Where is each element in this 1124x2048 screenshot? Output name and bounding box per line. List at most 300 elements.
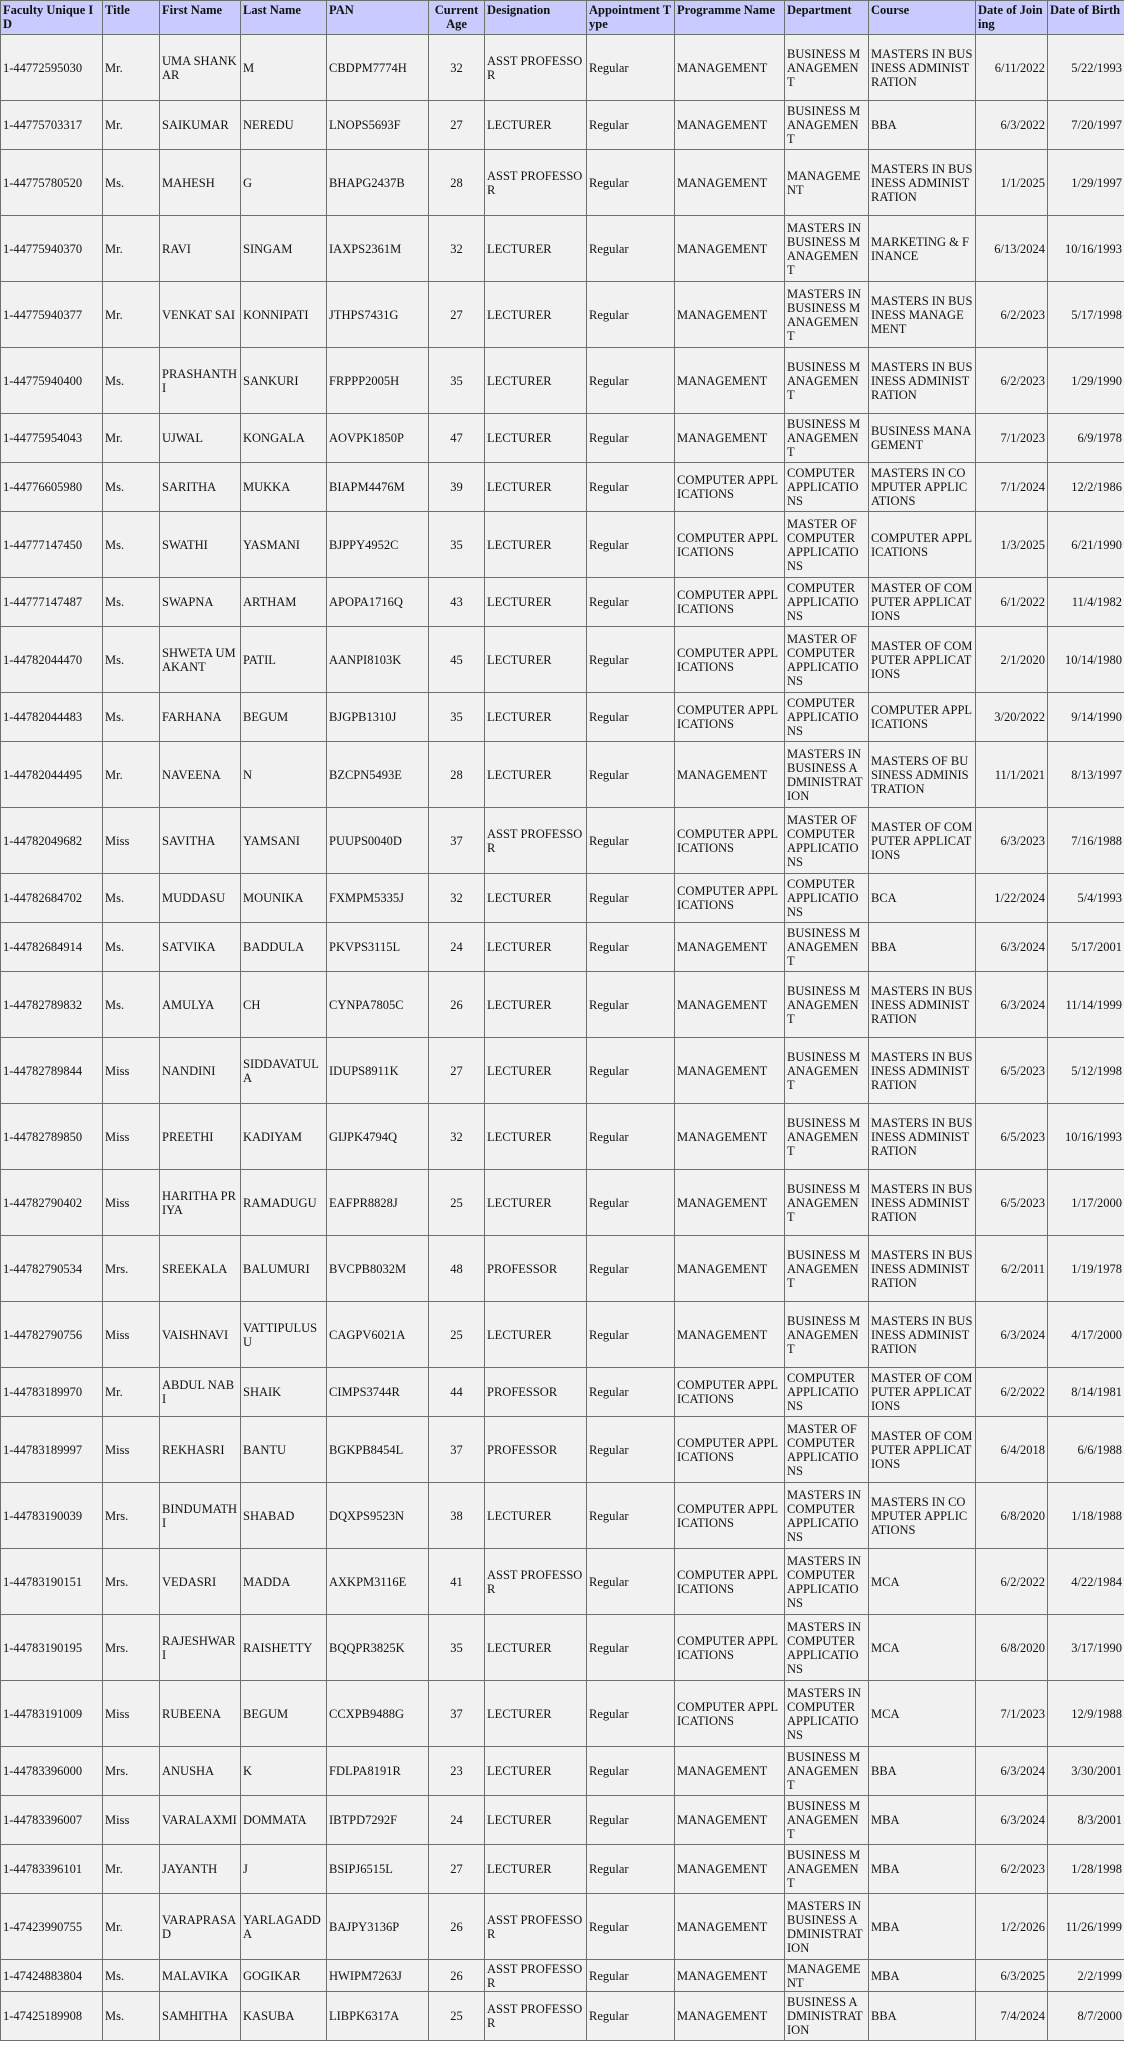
programme-name-cell[interactable]: MANAGEMENT <box>675 150 785 216</box>
faculty-id-cell[interactable]: 1-44772595030 <box>1 35 103 101</box>
course-cell[interactable]: MASTERS IN BUSINESS ADMINISTRATION <box>869 1236 976 1302</box>
department-cell[interactable]: BUSINESS MANAGEMENT <box>785 1302 869 1368</box>
table-row[interactable] <box>1 414 1124 463</box>
date-of-birth-cell[interactable]: 6/21/1990 <box>1048 512 1124 578</box>
appointment-type-cell[interactable]: Regular <box>587 1796 675 1845</box>
current-age-cell[interactable]: 32 <box>429 1104 485 1170</box>
date-of-birth-cell[interactable]: 11/4/1982 <box>1048 578 1124 627</box>
faculty-id-cell[interactable]: 1-44776605980 <box>1 463 103 512</box>
appointment-type-cell[interactable]: Regular <box>587 627 675 693</box>
col-header-course[interactable]: Course <box>869 1 976 35</box>
current-age-cell[interactable]: 24 <box>429 1796 485 1845</box>
designation-cell[interactable]: LECTURER <box>485 693 587 742</box>
appointment-type-cell[interactable]: Regular <box>587 1038 675 1104</box>
appointment-type-cell[interactable]: Regular <box>587 216 675 282</box>
title-cell[interactable]: Miss <box>103 1038 160 1104</box>
current-age-cell[interactable]: 26 <box>429 1894 485 1960</box>
table-row[interactable] <box>1 282 1124 348</box>
last-name-cell[interactable]: VATTIPULUSU <box>241 1302 327 1368</box>
faculty-id-cell[interactable]: 1-44775940370 <box>1 216 103 282</box>
designation-cell[interactable]: ASST PROFESSOR <box>485 1992 587 2041</box>
current-age-cell[interactable]: 44 <box>429 1368 485 1417</box>
date-of-birth-cell[interactable]: 4/22/1984 <box>1048 1549 1124 1615</box>
first-name-cell[interactable]: UMA SHANKAR <box>160 35 241 101</box>
pan-cell[interactable]: BAJPY3136P <box>327 1894 429 1960</box>
appointment-type-cell[interactable]: Regular <box>587 1483 675 1549</box>
course-cell[interactable]: MASTERS IN BUSINESS ADMINISTRATION <box>869 1170 976 1236</box>
appointment-type-cell[interactable]: Regular <box>587 1549 675 1615</box>
date-of-joining-cell[interactable]: 6/2/2022 <box>976 1368 1048 1417</box>
first-name-cell[interactable]: NANDINI <box>160 1038 241 1104</box>
first-name-cell[interactable]: VENKAT SAI <box>160 282 241 348</box>
appointment-type-cell[interactable]: Regular <box>587 693 675 742</box>
programme-name-cell[interactable]: MANAGEMENT <box>675 414 785 463</box>
programme-name-cell[interactable]: COMPUTER APPLICATIONS <box>675 1368 785 1417</box>
appointment-type-cell[interactable]: Regular <box>587 282 675 348</box>
date-of-birth-cell[interactable]: 6/6/1988 <box>1048 1417 1124 1483</box>
appointment-type-cell[interactable]: Regular <box>587 1170 675 1236</box>
title-cell[interactable]: Mr. <box>103 216 160 282</box>
date-of-birth-cell[interactable]: 1/18/1988 <box>1048 1483 1124 1549</box>
title-cell[interactable]: Miss <box>103 1302 160 1368</box>
title-cell[interactable]: Ms. <box>103 627 160 693</box>
course-cell[interactable]: MASTERS IN BUSINESS ADMINISTRATION <box>869 1038 976 1104</box>
last-name-cell[interactable]: BALUMURI <box>241 1236 327 1302</box>
department-cell[interactable]: BUSINESS MANAGEMENT <box>785 1038 869 1104</box>
course-cell[interactable]: MASTERS IN BUSINESS ADMINISTRATION <box>869 35 976 101</box>
last-name-cell[interactable]: ARTHAM <box>241 578 327 627</box>
pan-cell[interactable]: JTHPS7431G <box>327 282 429 348</box>
title-cell[interactable]: Mr. <box>103 1368 160 1417</box>
last-name-cell[interactable]: CH <box>241 972 327 1038</box>
programme-name-cell[interactable]: COMPUTER APPLICATIONS <box>675 1549 785 1615</box>
title-cell[interactable]: Miss <box>103 1104 160 1170</box>
pan-cell[interactable]: PKVPS3115L <box>327 923 429 972</box>
pan-cell[interactable]: HWIPM7263J <box>327 1960 429 1992</box>
faculty-id-cell[interactable]: 1-44775954043 <box>1 414 103 463</box>
designation-cell[interactable]: LECTURER <box>485 742 587 808</box>
title-cell[interactable]: Ms. <box>103 693 160 742</box>
table-row[interactable] <box>1 35 1124 101</box>
table-row[interactable] <box>1 627 1124 693</box>
course-cell[interactable]: MCA <box>869 1681 976 1747</box>
first-name-cell[interactable]: PREETHI <box>160 1104 241 1170</box>
col-header-last-name[interactable]: Last Name <box>241 1 327 35</box>
date-of-birth-cell[interactable]: 10/16/1993 <box>1048 1104 1124 1170</box>
course-cell[interactable]: MASTERS IN BUSINESS ADMINISTRATION <box>869 1302 976 1368</box>
appointment-type-cell[interactable]: Regular <box>587 923 675 972</box>
last-name-cell[interactable]: GOGIKAR <box>241 1960 327 1992</box>
pan-cell[interactable]: BQQPR3825K <box>327 1615 429 1681</box>
title-cell[interactable]: Mr. <box>103 101 160 150</box>
programme-name-cell[interactable]: MANAGEMENT <box>675 282 785 348</box>
faculty-id-cell[interactable]: 1-47425189908 <box>1 1992 103 2041</box>
date-of-birth-cell[interactable]: 12/2/1986 <box>1048 463 1124 512</box>
date-of-birth-cell[interactable]: 9/14/1990 <box>1048 693 1124 742</box>
date-of-joining-cell[interactable]: 6/8/2020 <box>976 1615 1048 1681</box>
department-cell[interactable]: BUSINESS ADMINISTRATION <box>785 1992 869 2041</box>
last-name-cell[interactable]: SANKURI <box>241 348 327 414</box>
first-name-cell[interactable]: VARAPRASAD <box>160 1894 241 1960</box>
col-header-designation[interactable]: Designation <box>485 1 587 35</box>
current-age-cell[interactable]: 45 <box>429 627 485 693</box>
col-header-title[interactable]: Title <box>103 1 160 35</box>
title-cell[interactable]: Ms. <box>103 578 160 627</box>
last-name-cell[interactable]: DOMMATA <box>241 1796 327 1845</box>
faculty-id-cell[interactable]: 1-44783189997 <box>1 1417 103 1483</box>
last-name-cell[interactable]: M <box>241 35 327 101</box>
course-cell[interactable]: COMPUTER APPLICATIONS <box>869 693 976 742</box>
last-name-cell[interactable]: BEGUM <box>241 1681 327 1747</box>
faculty-id-cell[interactable]: 1-44775780520 <box>1 150 103 216</box>
date-of-joining-cell[interactable]: 6/3/2022 <box>976 101 1048 150</box>
date-of-joining-cell[interactable]: 7/1/2023 <box>976 1681 1048 1747</box>
date-of-joining-cell[interactable]: 6/3/2024 <box>976 1302 1048 1368</box>
current-age-cell[interactable]: 35 <box>429 1615 485 1681</box>
appointment-type-cell[interactable]: Regular <box>587 512 675 578</box>
date-of-birth-cell[interactable]: 7/20/1997 <box>1048 101 1124 150</box>
title-cell[interactable]: Ms. <box>103 150 160 216</box>
department-cell[interactable]: MASTERS IN COMPUTER APPLICATIONS <box>785 1483 869 1549</box>
current-age-cell[interactable]: 24 <box>429 923 485 972</box>
designation-cell[interactable]: LECTURER <box>485 512 587 578</box>
course-cell[interactable]: MARKETING & FINANCE <box>869 216 976 282</box>
designation-cell[interactable]: PROFESSOR <box>485 1368 587 1417</box>
department-cell[interactable]: BUSINESS MANAGEMENT <box>785 1747 869 1796</box>
last-name-cell[interactable]: KONGALA <box>241 414 327 463</box>
last-name-cell[interactable]: BEGUM <box>241 693 327 742</box>
table-row[interactable] <box>1 874 1124 923</box>
last-name-cell[interactable]: G <box>241 150 327 216</box>
appointment-type-cell[interactable]: Regular <box>587 1747 675 1796</box>
date-of-birth-cell[interactable]: 3/17/1990 <box>1048 1615 1124 1681</box>
programme-name-cell[interactable]: MANAGEMENT <box>675 1845 785 1894</box>
col-header-pan[interactable]: PAN <box>327 1 429 35</box>
faculty-id-cell[interactable]: 1-44777147450 <box>1 512 103 578</box>
title-cell[interactable]: Ms. <box>103 512 160 578</box>
faculty-id-cell[interactable]: 1-44783190039 <box>1 1483 103 1549</box>
department-cell[interactable]: BUSINESS MANAGEMENT <box>785 972 869 1038</box>
current-age-cell[interactable]: 37 <box>429 1417 485 1483</box>
faculty-id-cell[interactable]: 1-47423990755 <box>1 1894 103 1960</box>
programme-name-cell[interactable]: MANAGEMENT <box>675 35 785 101</box>
last-name-cell[interactable]: J <box>241 1845 327 1894</box>
course-cell[interactable]: MBA <box>869 1845 976 1894</box>
designation-cell[interactable]: LECTURER <box>485 1796 587 1845</box>
pan-cell[interactable]: IDUPS8911K <box>327 1038 429 1104</box>
date-of-joining-cell[interactable]: 2/1/2020 <box>976 627 1048 693</box>
appointment-type-cell[interactable]: Regular <box>587 1368 675 1417</box>
date-of-birth-cell[interactable]: 2/2/1999 <box>1048 1960 1124 1992</box>
department-cell[interactable]: BUSINESS MANAGEMENT <box>785 1796 869 1845</box>
designation-cell[interactable]: LECTURER <box>485 101 587 150</box>
col-header-programme-name[interactable]: Programme Name <box>675 1 785 35</box>
first-name-cell[interactable]: SAIKUMAR <box>160 101 241 150</box>
date-of-joining-cell[interactable]: 6/4/2018 <box>976 1417 1048 1483</box>
table-row[interactable] <box>1 1368 1124 1417</box>
table-row[interactable] <box>1 1038 1124 1104</box>
department-cell[interactable]: BUSINESS MANAGEMENT <box>785 101 869 150</box>
designation-cell[interactable]: LECTURER <box>485 874 587 923</box>
pan-cell[interactable]: AANPI8103K <box>327 627 429 693</box>
pan-cell[interactable]: GIJPK4794Q <box>327 1104 429 1170</box>
appointment-type-cell[interactable]: Regular <box>587 742 675 808</box>
designation-cell[interactable]: LECTURER <box>485 1038 587 1104</box>
table-row[interactable] <box>1 1104 1124 1170</box>
programme-name-cell[interactable]: MANAGEMENT <box>675 216 785 282</box>
date-of-joining-cell[interactable]: 1/2/2026 <box>976 1894 1048 1960</box>
date-of-birth-cell[interactable]: 5/22/1993 <box>1048 35 1124 101</box>
title-cell[interactable]: Mrs. <box>103 1747 160 1796</box>
date-of-joining-cell[interactable]: 7/4/2024 <box>976 1992 1048 2041</box>
course-cell[interactable]: MCA <box>869 1549 976 1615</box>
title-cell[interactable]: Miss <box>103 1681 160 1747</box>
faculty-id-cell[interactable]: 1-44777147487 <box>1 578 103 627</box>
faculty-id-cell[interactable]: 1-44783190151 <box>1 1549 103 1615</box>
current-age-cell[interactable]: 32 <box>429 874 485 923</box>
appointment-type-cell[interactable]: Regular <box>587 35 675 101</box>
table-row[interactable] <box>1 1483 1124 1549</box>
date-of-joining-cell[interactable]: 6/3/2025 <box>976 1960 1048 1992</box>
faculty-id-cell[interactable]: 1-44782684914 <box>1 923 103 972</box>
title-cell[interactable]: Mr. <box>103 1845 160 1894</box>
designation-cell[interactable]: ASST PROFESSOR <box>485 1960 587 1992</box>
designation-cell[interactable]: LECTURER <box>485 1747 587 1796</box>
table-row[interactable] <box>1 1796 1124 1845</box>
faculty-id-cell[interactable]: 1-44783190195 <box>1 1615 103 1681</box>
date-of-birth-cell[interactable]: 8/13/1997 <box>1048 742 1124 808</box>
faculty-id-cell[interactable]: 1-44782790756 <box>1 1302 103 1368</box>
department-cell[interactable]: MASTERS IN BUSINESS MANAGEMENT <box>785 216 869 282</box>
current-age-cell[interactable]: 25 <box>429 1302 485 1368</box>
first-name-cell[interactable]: MAHESH <box>160 150 241 216</box>
date-of-birth-cell[interactable]: 11/14/1999 <box>1048 972 1124 1038</box>
department-cell[interactable]: COMPUTER APPLICATIONS <box>785 1368 869 1417</box>
last-name-cell[interactable]: KASUBA <box>241 1992 327 2041</box>
date-of-birth-cell[interactable]: 8/7/2000 <box>1048 1992 1124 2041</box>
last-name-cell[interactable]: MOUNIKA <box>241 874 327 923</box>
designation-cell[interactable]: ASST PROFESSOR <box>485 150 587 216</box>
first-name-cell[interactable]: FARHANA <box>160 693 241 742</box>
title-cell[interactable]: Mr. <box>103 1894 160 1960</box>
first-name-cell[interactable]: SATVIKA <box>160 923 241 972</box>
pan-cell[interactable]: IAXPS2361M <box>327 216 429 282</box>
faculty-id-cell[interactable]: 1-44783189970 <box>1 1368 103 1417</box>
table-row[interactable] <box>1 512 1124 578</box>
title-cell[interactable]: Ms. <box>103 923 160 972</box>
first-name-cell[interactable]: ABDUL NABI <box>160 1368 241 1417</box>
date-of-birth-cell[interactable]: 5/4/1993 <box>1048 874 1124 923</box>
table-row[interactable] <box>1 101 1124 150</box>
faculty-id-cell[interactable]: 1-44783396007 <box>1 1796 103 1845</box>
designation-cell[interactable]: LECTURER <box>485 282 587 348</box>
designation-cell[interactable]: LECTURER <box>485 348 587 414</box>
title-cell[interactable]: Ms. <box>103 874 160 923</box>
current-age-cell[interactable]: 35 <box>429 348 485 414</box>
current-age-cell[interactable]: 27 <box>429 282 485 348</box>
pan-cell[interactable]: LIBPK6317A <box>327 1992 429 2041</box>
col-header-faculty-id[interactable]: Faculty Unique ID <box>1 1 103 35</box>
date-of-joining-cell[interactable]: 6/2/2023 <box>976 348 1048 414</box>
designation-cell[interactable]: PROFESSOR <box>485 1417 587 1483</box>
appointment-type-cell[interactable]: Regular <box>587 101 675 150</box>
faculty-id-cell[interactable]: 1-44782684702 <box>1 874 103 923</box>
date-of-birth-cell[interactable]: 1/29/1990 <box>1048 348 1124 414</box>
table-row[interactable] <box>1 1992 1124 2041</box>
title-cell[interactable]: Mr. <box>103 414 160 463</box>
first-name-cell[interactable]: JAYANTH <box>160 1845 241 1894</box>
course-cell[interactable]: BBA <box>869 1747 976 1796</box>
pan-cell[interactable]: CYNPA7805C <box>327 972 429 1038</box>
designation-cell[interactable]: LECTURER <box>485 923 587 972</box>
table-row[interactable] <box>1 1615 1124 1681</box>
course-cell[interactable]: BBA <box>869 923 976 972</box>
programme-name-cell[interactable]: COMPUTER APPLICATIONS <box>675 693 785 742</box>
course-cell[interactable]: MBA <box>869 1960 976 1992</box>
title-cell[interactable]: Miss <box>103 1170 160 1236</box>
department-cell[interactable]: COMPUTER APPLICATIONS <box>785 693 869 742</box>
last-name-cell[interactable]: PATIL <box>241 627 327 693</box>
title-cell[interactable]: Ms. <box>103 348 160 414</box>
table-row[interactable] <box>1 808 1124 874</box>
pan-cell[interactable]: APOPA1716Q <box>327 578 429 627</box>
last-name-cell[interactable]: MUKKA <box>241 463 327 512</box>
department-cell[interactable]: MASTER OF COMPUTER APPLICATIONS <box>785 512 869 578</box>
title-cell[interactable]: Mrs. <box>103 1236 160 1302</box>
pan-cell[interactable]: LNOPS5693F <box>327 101 429 150</box>
last-name-cell[interactable]: N <box>241 742 327 808</box>
current-age-cell[interactable]: 35 <box>429 512 485 578</box>
first-name-cell[interactable]: SARITHA <box>160 463 241 512</box>
faculty-id-cell[interactable]: 1-44782044495 <box>1 742 103 808</box>
programme-name-cell[interactable]: COMPUTER APPLICATIONS <box>675 463 785 512</box>
designation-cell[interactable]: LECTURER <box>485 1845 587 1894</box>
date-of-birth-cell[interactable]: 8/14/1981 <box>1048 1368 1124 1417</box>
first-name-cell[interactable]: NAVEENA <box>160 742 241 808</box>
appointment-type-cell[interactable]: Regular <box>587 874 675 923</box>
designation-cell[interactable]: ASST PROFESSOR <box>485 1549 587 1615</box>
programme-name-cell[interactable]: COMPUTER APPLICATIONS <box>675 1681 785 1747</box>
col-header-date-of-joining[interactable]: Date of Joining <box>976 1 1048 35</box>
designation-cell[interactable]: ASST PROFESSOR <box>485 35 587 101</box>
date-of-joining-cell[interactable]: 7/1/2023 <box>976 414 1048 463</box>
date-of-birth-cell[interactable]: 1/19/1978 <box>1048 1236 1124 1302</box>
department-cell[interactable]: BUSINESS MANAGEMENT <box>785 414 869 463</box>
course-cell[interactable]: MBA <box>869 1894 976 1960</box>
programme-name-cell[interactable]: MANAGEMENT <box>675 972 785 1038</box>
current-age-cell[interactable]: 28 <box>429 150 485 216</box>
table-row[interactable] <box>1 463 1124 512</box>
faculty-id-cell[interactable]: 1-44782049682 <box>1 808 103 874</box>
date-of-joining-cell[interactable]: 6/5/2023 <box>976 1170 1048 1236</box>
first-name-cell[interactable]: AMULYA <box>160 972 241 1038</box>
date-of-birth-cell[interactable]: 12/9/1988 <box>1048 1681 1124 1747</box>
pan-cell[interactable]: AXKPM3116E <box>327 1549 429 1615</box>
programme-name-cell[interactable]: MANAGEMENT <box>675 1038 785 1104</box>
pan-cell[interactable]: BZCPN5493E <box>327 742 429 808</box>
course-cell[interactable]: BCA <box>869 874 976 923</box>
current-age-cell[interactable]: 26 <box>429 972 485 1038</box>
programme-name-cell[interactable]: MANAGEMENT <box>675 1236 785 1302</box>
designation-cell[interactable]: ASST PROFESSOR <box>485 1894 587 1960</box>
course-cell[interactable]: MASTER OF COMPUTER APPLICATIONS <box>869 578 976 627</box>
faculty-id-cell[interactable]: 1-44782790534 <box>1 1236 103 1302</box>
faculty-id-cell[interactable]: 1-44783396101 <box>1 1845 103 1894</box>
last-name-cell[interactable]: KONNIPATI <box>241 282 327 348</box>
pan-cell[interactable]: BSIPJ6515L <box>327 1845 429 1894</box>
title-cell[interactable]: Miss <box>103 808 160 874</box>
current-age-cell[interactable]: 37 <box>429 1681 485 1747</box>
table-row[interactable] <box>1 923 1124 972</box>
department-cell[interactable]: MASTER OF COMPUTER APPLICATIONS <box>785 1417 869 1483</box>
first-name-cell[interactable]: UJWAL <box>160 414 241 463</box>
last-name-cell[interactable]: SHABAD <box>241 1483 327 1549</box>
last-name-cell[interactable]: MADDA <box>241 1549 327 1615</box>
first-name-cell[interactable]: RUBEENA <box>160 1681 241 1747</box>
date-of-birth-cell[interactable]: 1/28/1998 <box>1048 1845 1124 1894</box>
department-cell[interactable]: MASTERS IN COMPUTER APPLICATIONS <box>785 1549 869 1615</box>
programme-name-cell[interactable]: COMPUTER APPLICATIONS <box>675 1615 785 1681</box>
department-cell[interactable]: MASTERS IN BUSINESS ADMINISTRATION <box>785 1894 869 1960</box>
last-name-cell[interactable]: YASMANI <box>241 512 327 578</box>
title-cell[interactable]: Mrs. <box>103 1483 160 1549</box>
date-of-joining-cell[interactable]: 6/2/2023 <box>976 1845 1048 1894</box>
course-cell[interactable]: MASTER OF COMPUTER APPLICATIONS <box>869 627 976 693</box>
current-age-cell[interactable]: 39 <box>429 463 485 512</box>
title-cell[interactable]: Miss <box>103 1796 160 1845</box>
current-age-cell[interactable]: 47 <box>429 414 485 463</box>
designation-cell[interactable]: LECTURER <box>485 972 587 1038</box>
col-header-current-age[interactable]: Current Age <box>429 1 485 35</box>
department-cell[interactable]: MANAGEMENT <box>785 150 869 216</box>
first-name-cell[interactable]: SWAPNA <box>160 578 241 627</box>
date-of-birth-cell[interactable]: 11/26/1999 <box>1048 1894 1124 1960</box>
appointment-type-cell[interactable]: Regular <box>587 578 675 627</box>
pan-cell[interactable]: IBTPD7292F <box>327 1796 429 1845</box>
date-of-birth-cell[interactable]: 10/14/1980 <box>1048 627 1124 693</box>
first-name-cell[interactable]: VARALAXMI <box>160 1796 241 1845</box>
first-name-cell[interactable]: HARITHA PRIYA <box>160 1170 241 1236</box>
current-age-cell[interactable]: 32 <box>429 35 485 101</box>
table-row[interactable] <box>1 1681 1124 1747</box>
course-cell[interactable]: MBA <box>869 1796 976 1845</box>
course-cell[interactable]: MASTERS IN BUSINESS ADMINISTRATION <box>869 150 976 216</box>
programme-name-cell[interactable]: COMPUTER APPLICATIONS <box>675 512 785 578</box>
faculty-id-cell[interactable]: 1-44775703317 <box>1 101 103 150</box>
last-name-cell[interactable]: SIDDAVATULA <box>241 1038 327 1104</box>
first-name-cell[interactable]: SAVITHA <box>160 808 241 874</box>
pan-cell[interactable]: BVCPB8032M <box>327 1236 429 1302</box>
department-cell[interactable]: BUSINESS MANAGEMENT <box>785 35 869 101</box>
date-of-joining-cell[interactable]: 6/3/2024 <box>976 923 1048 972</box>
table-row[interactable] <box>1 1302 1124 1368</box>
date-of-birth-cell[interactable]: 10/16/1993 <box>1048 216 1124 282</box>
pan-cell[interactable]: FDLPA8191R <box>327 1747 429 1796</box>
title-cell[interactable]: Mr. <box>103 742 160 808</box>
first-name-cell[interactable]: SWATHI <box>160 512 241 578</box>
faculty-id-cell[interactable]: 1-44782790402 <box>1 1170 103 1236</box>
course-cell[interactable]: MASTER OF COMPUTER APPLICATIONS <box>869 1417 976 1483</box>
course-cell[interactable]: MASTERS IN BUSINESS ADMINISTRATION <box>869 972 976 1038</box>
designation-cell[interactable]: LECTURER <box>485 1483 587 1549</box>
date-of-birth-cell[interactable]: 1/29/1997 <box>1048 150 1124 216</box>
programme-name-cell[interactable]: MANAGEMENT <box>675 101 785 150</box>
current-age-cell[interactable]: 32 <box>429 216 485 282</box>
course-cell[interactable]: MCA <box>869 1615 976 1681</box>
pan-cell[interactable]: CAGPV6021A <box>327 1302 429 1368</box>
faculty-id-cell[interactable]: 1-44783396000 <box>1 1747 103 1796</box>
first-name-cell[interactable]: VAISHNAVI <box>160 1302 241 1368</box>
